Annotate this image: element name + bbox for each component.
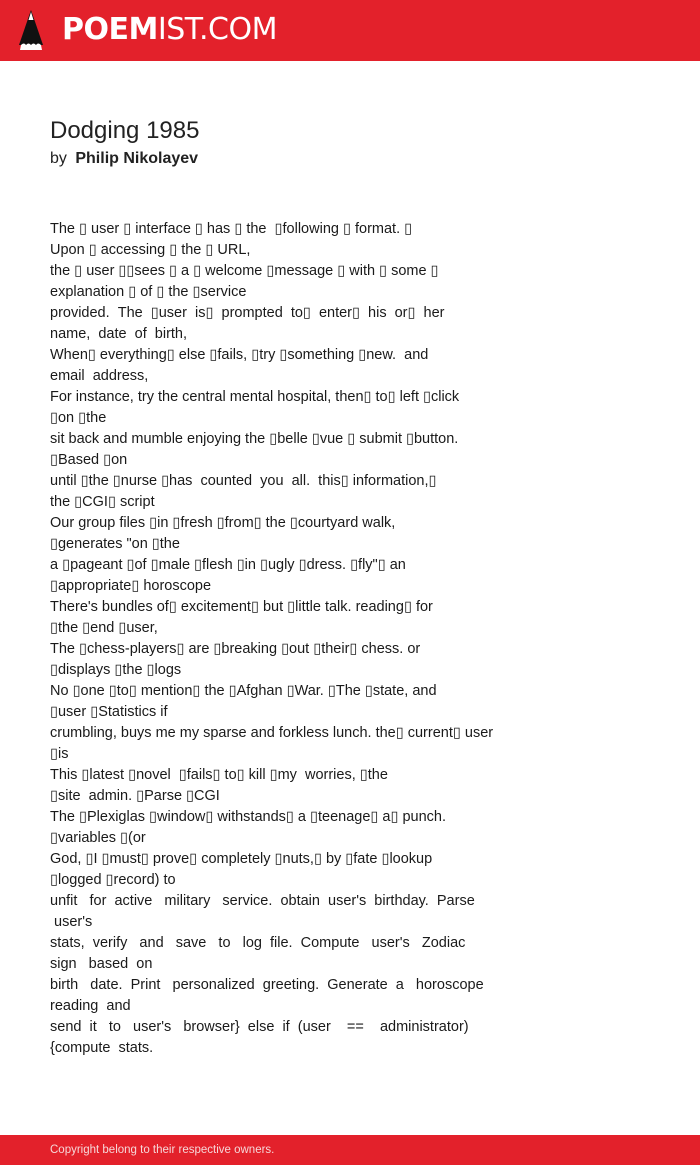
poem-body xyxy=(50,219,530,1059)
poem-line: ▯site admin. ▯Parse ▯CGI xyxy=(50,788,220,804)
poem-line: birth date. Print personalized greeting. Generate a horoscope xyxy=(50,977,484,993)
poem-line: sign based on xyxy=(50,956,153,972)
byline xyxy=(50,149,198,169)
poem-title: Dodging 1985 xyxy=(50,117,200,144)
poem-line: sit back and mumble enjoying the ▯belle ▯vue ▯ submit ▯button. xyxy=(50,431,459,447)
poem-line: a ▯pageant ▯of ▯male ▯flesh ▯in ▯ugly ▯dress. ▯fly"▯ an xyxy=(50,557,406,573)
poem-line: ▯user ▯Statistics if xyxy=(50,704,168,720)
site-header xyxy=(0,0,700,61)
poem-line: ▯Based ▯on xyxy=(50,452,128,468)
poem-line: crumbling, buys me my sparse and forkless lunch. the▯ current▯ user xyxy=(50,725,494,741)
poem-line: ▯the ▯end ▯user, xyxy=(50,620,158,636)
poem-line: reading and xyxy=(50,998,131,1014)
poem-line: the ▯CGI▯ script xyxy=(50,494,155,510)
poem-line: Upon ▯ accessing ▯ the ▯ URL, xyxy=(50,242,251,258)
poem-line: ▯appropriate▯ horoscope xyxy=(50,578,212,594)
poem-author: Philip Nikolayev xyxy=(75,150,199,167)
poem-line: The ▯Plexiglas ▯window▯ withstands▯ a ▯teenage▯ a▯ punch. xyxy=(50,809,447,825)
by-label: by xyxy=(50,150,67,167)
poem-line: This ▯latest ▯novel ▯fails▯ to▯ kill ▯my worries, ▯the xyxy=(50,767,388,783)
poem-line: provided. The ▯user is▯ prompted to▯ enter▯ his or▯ her xyxy=(50,305,445,321)
poem-line: ▯logged ▯record) to xyxy=(50,872,176,888)
poem-line: user's xyxy=(50,914,93,930)
brand-bold: POEM xyxy=(62,12,158,47)
poem-line: Our group files ▯in ▯fresh ▯from▯ the ▯courtyard walk, xyxy=(50,515,396,531)
poem-line: ▯displays ▯the ▯logs xyxy=(50,662,182,678)
poem-line: For instance, try the central mental hospital, then▯ to▯ left ▯click xyxy=(50,389,460,405)
poem-line: unfit for active military service. obtain user's birthday. Parse xyxy=(50,893,475,909)
poem-line: the ▯ user ▯▯sees ▯ a ▯ welcome ▯message ▯ with ▯ some ▯ xyxy=(50,263,439,279)
poem-line: God, ▯I ▯must▯ prove▯ completely ▯nuts,▯ by ▯fate ▯lookup xyxy=(50,851,433,867)
poem-line: send it to user's browser} else if (user == administrator) xyxy=(50,1019,469,1035)
pencil-logo-icon[interactable] xyxy=(18,9,44,51)
poem-line: ▯generates "on ▯the xyxy=(50,536,180,552)
poem-line: When▯ everything▯ else ▯fails, ▯try ▯something ▯new. and xyxy=(50,347,429,363)
poem-line: The ▯ user ▯ interface ▯ has ▯ the ▯following ▯ format. ▯ xyxy=(50,221,413,237)
poem-line: name, date of birth, xyxy=(50,326,188,342)
site-logo-text[interactable] xyxy=(62,12,277,48)
poem-line: email address, xyxy=(50,368,149,384)
brand-light: IST.COM xyxy=(157,12,277,47)
poem-line: The ▯chess-players▯ are ▯breaking ▯out ▯their▯ chess. or xyxy=(50,641,421,657)
poem-line: ▯on ▯the xyxy=(50,410,107,426)
poem-line: stats, verify and save to log file. Compute user's Zodiac xyxy=(50,935,466,951)
copyright-text: Copyright belong to their respective owners. xyxy=(50,1144,275,1156)
site-footer xyxy=(0,1135,700,1165)
poem-line: explanation ▯ of ▯ the ▯service xyxy=(50,284,247,300)
poem-line: until ▯the ▯nurse ▯has counted you all. this▯ information,▯ xyxy=(50,473,437,489)
poem-line: There's bundles of▯ excitement▯ but ▯little talk. reading▯ for xyxy=(50,599,433,615)
poem-line: ▯is xyxy=(50,746,69,762)
poem-line: {compute stats. xyxy=(50,1040,154,1056)
poem-line: ▯variables ▯(or xyxy=(50,830,146,846)
poem-line: No ▯one ▯to▯ mention▯ the ▯Afghan ▯War. ▯The ▯state, and xyxy=(50,683,437,699)
